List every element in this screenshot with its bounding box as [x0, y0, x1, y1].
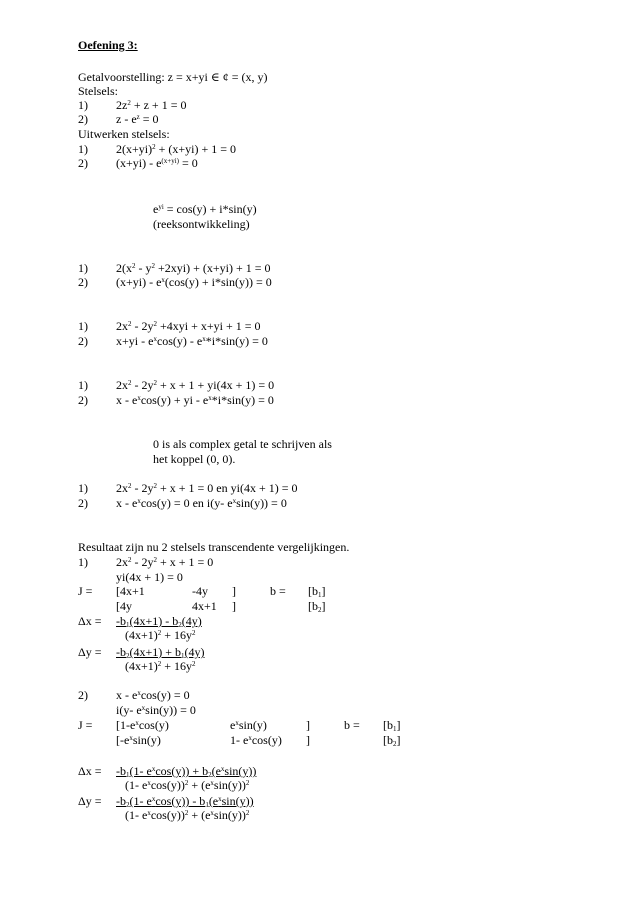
math-line: 1): [78, 98, 88, 112]
math-line: 2): [78, 334, 88, 348]
math-line: [$-e^x\sin(y)$: [116, 733, 161, 747]
math-line: $-b_1(4x+1) - b_2(4y)$: [116, 614, 202, 629]
math-line: $x - e^x\cos(y) = 0$: [116, 688, 190, 702]
math-line: [4x+1: [116, 584, 145, 598]
math-line: $e^{yi} = \cos(y) + i*\sin(y)$: [153, 202, 257, 216]
math-line: -4y: [192, 584, 208, 598]
math-line: b =: [270, 584, 286, 598]
math-line: $2(x+yi)^2 + (x+yi) + 1 = 0$: [116, 142, 236, 156]
math-line: $[b_1]$: [308, 584, 326, 599]
math-line: $e^x\sin(y)$: [230, 718, 267, 732]
math-line: $[b_2]$: [308, 599, 326, 614]
math-line: 1): [78, 481, 88, 495]
math-line: $z - e^z = 0$: [116, 112, 159, 126]
math-line: 1): [78, 378, 88, 392]
math-line: $2x^2 - 2y^2 +4xyi + x+yi + 1 = 0$: [116, 319, 261, 333]
math-line: ]: [306, 733, 310, 747]
math-line: Uitwerken stelsels:: [78, 127, 170, 141]
math-line: (1- $e^x\cos(y))^2 + (e^x\sin(y))^2$: [125, 778, 250, 792]
math-line: 2): [78, 112, 88, 126]
math-line: $(x+yi) - e^x(\cos(y) + i*\sin(y)) = 0$: [116, 275, 272, 289]
math-line: 1): [78, 261, 88, 275]
math-line: $2x^2 - 2y^2 + x + 1 = 0$ en yi(4x + 1) = 0: [116, 481, 298, 495]
math-line: Stelsels:: [78, 84, 119, 98]
math-line: $(4x+1)^2 + 16y^2$: [125, 659, 196, 673]
math-line: 1): [78, 319, 88, 333]
math-line: ]: [232, 584, 236, 598]
math-line: $2x^2 - 2y^2 + x + 1 + yi(4x + 1) = 0$: [116, 378, 275, 392]
math-line: $-b_2(1-$ $e^x\cos(y)) - b_1(e^x\sin(y))$: [116, 794, 254, 809]
math-line: Resultaat zijn nu 2 stelsels transcendente vergelijkingen.: [78, 540, 350, 554]
math-line: (reeksontwikkeling): [153, 217, 250, 231]
math-line: $-b_2(4x+1) + b_1(4y)$: [116, 645, 205, 660]
math-line: Δx =: [78, 614, 102, 628]
math-line: ]: [306, 718, 310, 732]
math-line: Getalvoorstelling: z = x+yi ∈ ¢ = (x, y): [78, 70, 268, 84]
math-line: $2z^2 + z + 1 = 0$: [116, 98, 187, 112]
math-line: Δx =: [78, 764, 102, 778]
math-line: $[b_2]$: [383, 733, 401, 748]
math-line: ]: [232, 599, 236, 613]
math-line: $2x^2 - 2y^2 + x + 1 = 0$: [116, 555, 214, 569]
math-line: 0 is als complex getal te schrijven als: [153, 437, 332, 451]
math-line: $[b_1]$: [383, 718, 401, 733]
math-line: 2): [78, 275, 88, 289]
math-line: $x - e^x\cos(y) = 0$ en i(y- $e^x\sin(y)) = 0$: [116, 496, 287, 510]
exercise-heading: Oefening 3:: [78, 38, 138, 52]
math-line: b =: [344, 718, 360, 732]
math-line: 1- $e^x\cos(y)$: [230, 733, 282, 747]
math-line: i(y- $e^x\sin(y)) = 0$: [116, 703, 196, 717]
math-line: 1): [78, 142, 88, 156]
math-line: 2): [78, 496, 88, 510]
math-line: $(x+yi) - e^{(x+yi)} = 0$: [116, 156, 198, 170]
math-line: J =: [78, 718, 93, 732]
math-line: [4y: [116, 599, 132, 613]
math-line: 2): [78, 393, 88, 407]
math-line: het koppel (0, 0).: [153, 452, 236, 466]
math-line: $-b_1(1-$ $e^x\cos(y)) + b_2(e^x\sin(y))$: [116, 764, 257, 779]
math-line: 4x+1: [192, 599, 217, 613]
math-line: Δy =: [78, 645, 102, 659]
math-line: $2(x^2 - y^2 +2xyi) + (x+yi) + 1 = 0$: [116, 261, 271, 275]
math-line: 1): [78, 555, 88, 569]
math-line: x - $e^x\cos(y)$ + yi - $e^x*i*\sin(y) = 0$: [116, 393, 274, 407]
math-line: (1- $e^x\cos(y))^2 + (e^x\sin(y))^2$: [125, 808, 250, 822]
math-line: 2): [78, 156, 88, 170]
math-line: J =: [78, 584, 93, 598]
math-line: Δy =: [78, 794, 102, 808]
math-line: $(4x+1)^2 + 16y^2$: [125, 628, 196, 642]
math-line: yi(4x + 1) = 0: [116, 570, 183, 584]
math-line: [$1-e^x\cos(y)$: [116, 718, 169, 732]
math-line: 2): [78, 688, 88, 702]
math-line: $x+yi - e^x\cos(y) - e^x*i*\sin(y) = 0$: [116, 334, 268, 348]
